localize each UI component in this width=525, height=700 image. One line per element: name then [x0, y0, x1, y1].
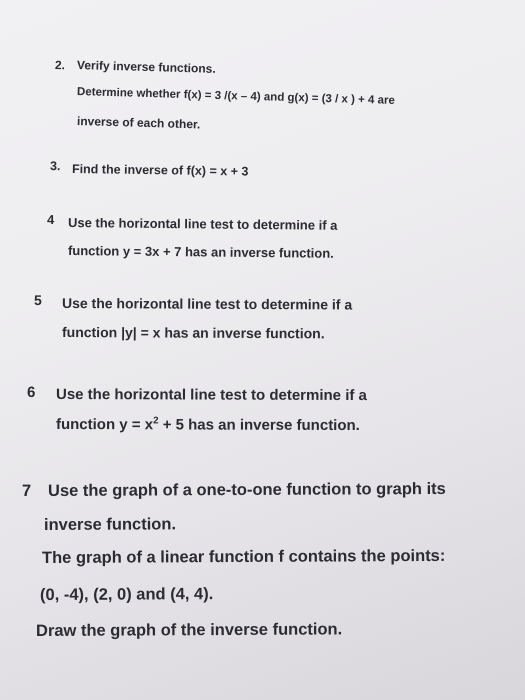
question-2-number: 2.	[54, 58, 66, 73]
question-7-number: 7	[21, 481, 32, 500]
question-5-line-1: Use the horizontal line test to determine if a	[61, 295, 353, 313]
question-7-line-4: (0, -4), (2, 0) and (4, 4).	[39, 585, 214, 604]
question-6-equation-part-2: + 5 has an inverse function.	[158, 416, 360, 435]
question-3-number: 3.	[49, 159, 61, 174]
question-6-equation-part-1: function y = x	[55, 416, 154, 434]
question-6-exponent: 2	[153, 415, 159, 427]
question-7-line-3: The graph of a linear function f contains the points:	[41, 546, 446, 567]
question-7-line-1: Use the graph of a one-to-one function to graph its	[47, 479, 446, 500]
question-6-line-2	[56, 416, 360, 434]
question-2-line-2: Determine whether f(x) = 3 /(x – 4) and g(x) = (3 / x ) + 4 are	[76, 86, 395, 107]
question-2-line-3: inverse of each other.	[76, 114, 201, 132]
question-2-line-1: Verify inverse functions.	[76, 58, 216, 76]
question-4-number: 4	[46, 212, 55, 228]
question-5-line-2: function |y| = x has an inverse function.	[61, 324, 325, 342]
question-4-line-2: function y = 3x + 7 has an inverse function.	[67, 243, 334, 261]
question-6-line-1: Use the horizontal line test to determine if a	[55, 386, 367, 405]
question-6-number: 6	[26, 384, 36, 402]
question-5-number: 5	[33, 292, 42, 309]
question-4-line-1: Use the horizontal line test to determine if a	[67, 215, 338, 233]
question-3-line-1: Find the inverse of f(x) = x + 3	[71, 162, 249, 179]
question-7-line-5: Draw the graph of the inverse function.	[35, 620, 343, 640]
question-7-line-2: inverse function.	[43, 515, 177, 534]
